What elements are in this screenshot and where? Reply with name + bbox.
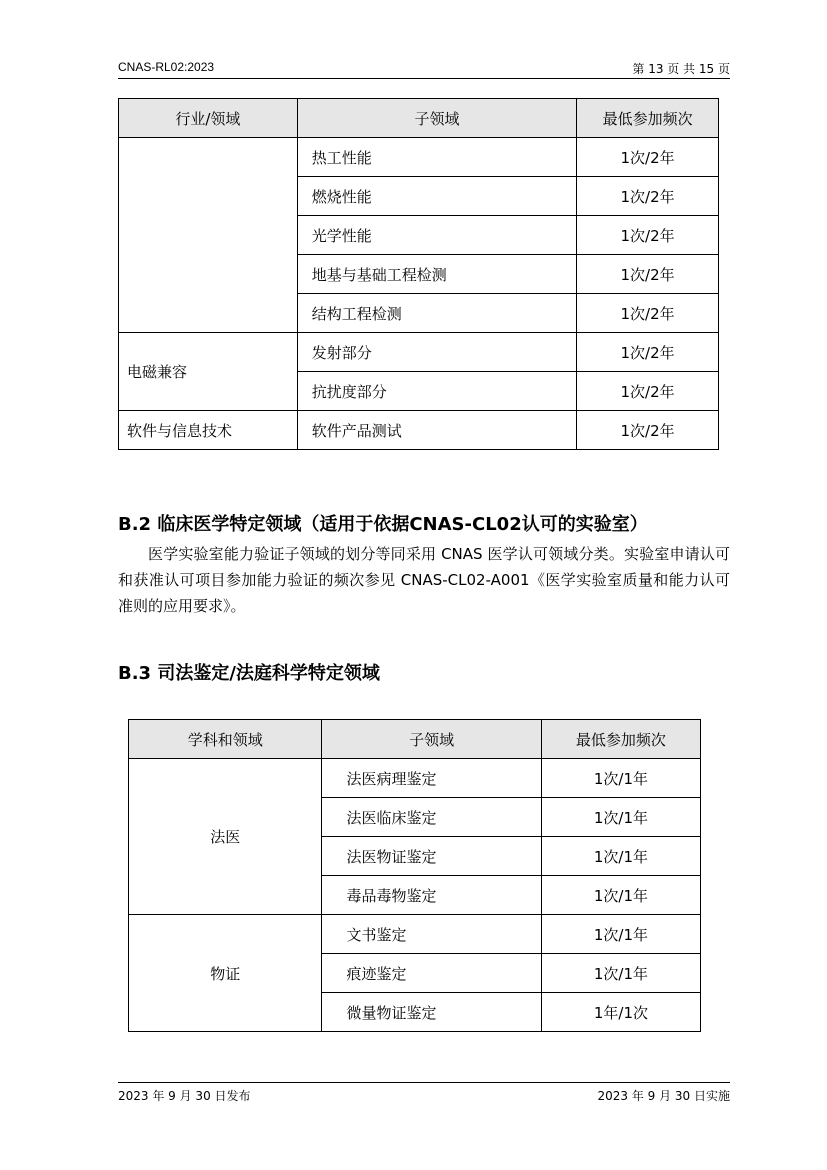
domain-cell [119,138,298,333]
subdomain-cell: 毒品毒物鉴定 [322,876,541,915]
subdomain-cell: 法医物证鉴定 [322,837,541,876]
page-header [118,60,730,79]
domain-cell: 法医 [129,759,322,915]
frequency-cell: 1次/1年 [541,876,700,915]
section-b2-heading: B.2 临床医学特定领域（适用于依据CNAS-CL02认可的实验室） [118,514,648,535]
forensic-frequency-table [128,719,701,1032]
table-header-row [129,720,701,759]
domain-cell: 电磁兼容 [119,333,298,411]
table-row [119,333,719,372]
frequency-cell: 1次/2年 [577,216,719,255]
column-header: 子领域 [322,720,541,759]
subdomain-cell: 文书鉴定 [322,915,541,954]
column-header: 学科和领域 [129,720,322,759]
subdomain-cell: 热工性能 [297,138,576,177]
frequency-cell: 1年/1次 [541,993,700,1032]
subdomain-cell: 光学性能 [297,216,576,255]
subdomain-cell: 抗扰度部分 [297,372,576,411]
domain-cell: 软件与信息技术 [119,411,298,450]
subdomain-cell: 结构工程检测 [297,294,576,333]
subdomain-cell: 燃烧性能 [297,177,576,216]
frequency-cell: 1次/2年 [577,255,719,294]
page-number: 第 13 页 共 15 页 [632,62,730,76]
publish-date: 2023 年 9 月 30 日发布 [118,1089,251,1103]
doc-code: CNAS-RL02:2023 [118,60,215,74]
frequency-cell: 1次/2年 [577,333,719,372]
column-header: 行业/领域 [119,99,298,138]
frequency-cell: 1次/2年 [577,177,719,216]
domain-cell: 物证 [129,915,322,1032]
frequency-cell: 1次/1年 [541,915,700,954]
frequency-cell: 1次/2年 [577,294,719,333]
frequency-cell: 1次/1年 [541,798,700,837]
column-header: 最低参加频次 [541,720,700,759]
subdomain-cell: 微量物证鉴定 [322,993,541,1032]
table-row [119,138,719,177]
subdomain-cell: 地基与基础工程检测 [297,255,576,294]
frequency-cell: 1次/1年 [541,837,700,876]
frequency-cell: 1次/2年 [577,372,719,411]
subdomain-cell: 法医病理鉴定 [322,759,541,798]
industry-frequency-table [118,98,719,450]
frequency-cell: 1次/2年 [577,411,719,450]
frequency-cell: 1次/1年 [541,954,700,993]
page-footer [118,1082,730,1103]
column-header: 最低参加频次 [577,99,719,138]
section-b2-paragraph: 医学实验室能力验证子领域的划分等同采用 CNAS 医学认可领域分类。实验室申请认可和获准认可项目参加能力验证的频次参见 CNAS-CL02-A001《医学实验室质量和能力认可准则的应用要求》。 [118,545,730,615]
subdomain-cell: 法医临床鉴定 [322,798,541,837]
table-row [129,915,701,954]
column-header: 子领域 [297,99,576,138]
frequency-cell: 1次/1年 [541,759,700,798]
section-b3-heading: B.3 司法鉴定/法庭科学特定领域 [118,663,380,684]
table-row [129,759,701,798]
subdomain-cell: 发射部分 [297,333,576,372]
subdomain-cell: 软件产品测试 [297,411,576,450]
table-header-row [119,99,719,138]
frequency-cell: 1次/2年 [577,138,719,177]
table-row [119,411,719,450]
subdomain-cell: 痕迹鉴定 [322,954,541,993]
effective-date: 2023 年 9 月 30 日实施 [597,1089,730,1103]
